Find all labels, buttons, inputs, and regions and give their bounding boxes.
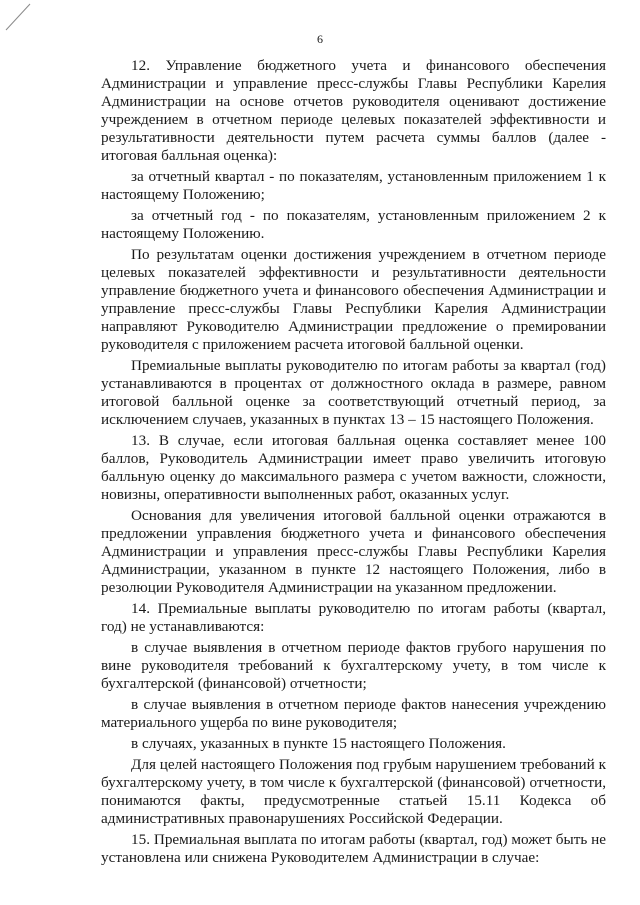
paragraph-14: 14. Премиальные выплаты руководителю по итогам работы (квартал, год) не устанавливаются: bbox=[101, 600, 606, 635]
paragraph-year-indicators: за отчетный год - по показателям, установленным приложением 2 к настоящему Положению. bbox=[101, 207, 606, 242]
paragraph-assessment-results: По результатам оценки достижения учреждением в отчетном периоде целевых показателей эффективности и результативности деятельности управление бюджетного учета и финансового обеспечения Администрации и управление пресс-службы Главы Республики Карелия Администрации направляют Руководителю Администрации предложение о премировании руководителя с приложением расчета итоговой балльной оценки. bbox=[101, 246, 606, 353]
paragraph-12-intro: 12. Управление бюджетного учета и финансового обеспечения Администрации и управление пресс-службы Главы Республики Карелия Администрации на основе отчетов руководителя оценивают достижение учреждением в отчетном периоде целевых показателей эффективности и результативности деятельности путем расчета суммы баллов (далее - итоговая балльная оценка): bbox=[101, 57, 606, 164]
document-body bbox=[101, 57, 606, 867]
paragraph-quarter-indicators: за отчетный квартал - по показателям, установленным приложением 1 к настоящему Положению; bbox=[101, 168, 606, 203]
scan-pen-mark bbox=[4, 2, 32, 32]
paragraph-increase-grounds: Основания для увеличения итоговой балльной оценки отражаются в предложении управления бюджетного учета и финансового обеспечения Администрации и управления пресс-службы Главы Республики Карелия Администрации, указанном в пункте 12 настоящего Положения, либо в резолюции Руководителя Администрации на указанном предложении. bbox=[101, 507, 606, 596]
paragraph-14-cases-15: в случаях, указанных в пункте 15 настоящего Положения. bbox=[131, 735, 506, 752]
paragraph-gross-violation-definition: Для целей настоящего Положения под грубым нарушением требований к бухгалтерскому учету, в том числе к бухгалтерской (финансовой) отчетности, понимаются факты, предусмотренные статьей 15.11 Кодекса об административных правонарушениях Российской Федерации. bbox=[101, 756, 606, 827]
page-number: 6 bbox=[317, 32, 323, 46]
paragraph-15: 15. Премиальная выплата по итогам работы (квартал, год) может быть не установлена или снижена Руководителем Администрации в случае: bbox=[101, 831, 606, 866]
paragraph-14-gross-violation: в случае выявления в отчетном периоде фактов грубого нарушения по вине руководителя требований к бухгалтерскому учету, в том числе к бухгалтерской (финансовой) отчетности; bbox=[101, 639, 606, 692]
paragraph-bonus-payments: Премиальные выплаты руководителю по итогам работы за квартал (год) устанавливаются в процентах от должностного оклада в размере, равном итоговой балльной оценке за соответствующий отчетный период, за исключением случаев, указанных в пунктах 13 – 15 настоящего Положения. bbox=[101, 357, 606, 428]
paragraph-14-material-damage: в случае выявления в отчетном периоде фактов нанесения учреждению материального ущерба по вине руководителя; bbox=[101, 696, 606, 731]
paragraph-13: 13. В случае, если итоговая балльная оценка составляет менее 100 баллов, Руководитель Администрации имеет право увеличить итоговую балльную оценку до максимального размера с учетом важности, сложности, новизны, оперативности выполненных работ, оказанных услуг. bbox=[101, 432, 606, 503]
